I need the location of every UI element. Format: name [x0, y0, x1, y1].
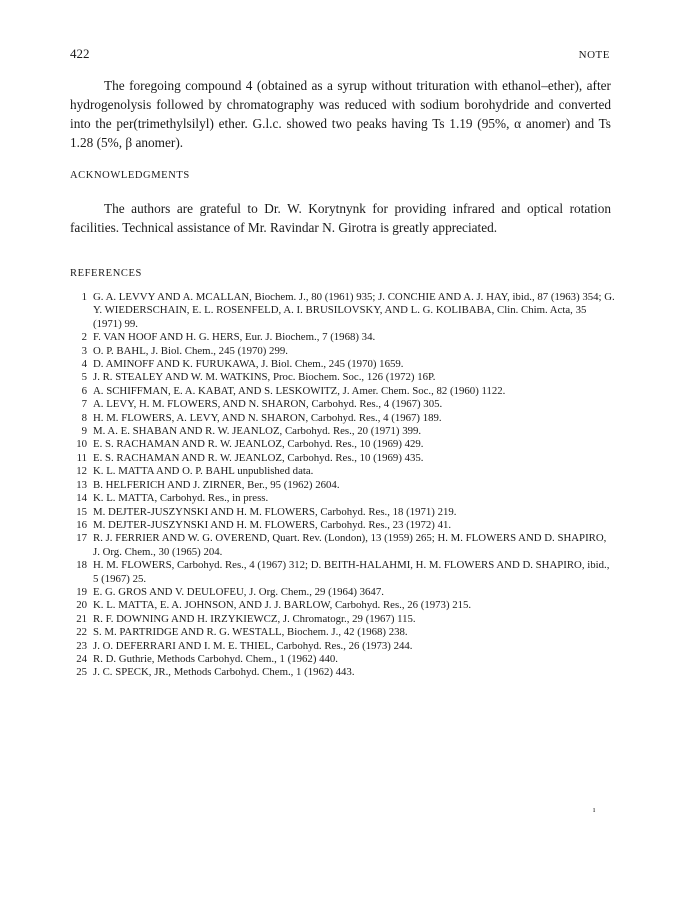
reference-number: 6: [81, 384, 87, 397]
reference-text: R. J. FERRIER AND W. G. OVEREND, Quart. Rev. (London), 13 (1959) 265; H. M. FLOWERS AND D. SHAPIRO, J. Org. Chem., 30 (1965) 204.: [93, 532, 607, 558]
reference-item: [70, 412, 615, 425]
reference-number: 16: [76, 518, 87, 531]
reference-item: [70, 599, 615, 612]
reference-item: [70, 532, 615, 559]
reference-number: 22: [76, 626, 87, 639]
reference-number: 20: [76, 599, 87, 612]
reference-text: J. R. STEALEY AND W. M. WATKINS, Proc. Biochem. Soc., 126 (1972) 16P.: [93, 371, 436, 384]
reference-item: [70, 345, 615, 358]
reference-number: 4: [81, 358, 87, 371]
reference-text: H. M. FLOWERS, A. LEVY, AND N. SHARON, Carbohyd. Res., 4 (1967) 189.: [93, 411, 442, 424]
reference-item: [70, 559, 615, 586]
page-header: [70, 46, 610, 62]
reference-number: 25: [76, 666, 87, 679]
reference-text: G. A. LEVVY AND A. MCALLAN, Biochem. J., 80 (1961) 935; J. CONCHIE AND A. J. HAY, ibid., 87 (1963) 354; G. Y. WIEDERSCHAIN, E. L. ROSENFELD, A. I. BRUSILOVSKY, AND L. G. KOLIBABA, Clin. Chim. Acta, 35 (1971) 99.: [93, 291, 615, 330]
reference-item: [70, 613, 615, 626]
reference-item: [70, 506, 615, 519]
reference-item: [70, 371, 615, 384]
reference-item: [70, 640, 615, 653]
reference-number: 2: [81, 331, 87, 344]
reference-item: [70, 291, 615, 331]
reference-number: 21: [76, 612, 87, 625]
reference-text: A. SCHIFFMAN, E. A. KABAT, AND S. LESKOWITZ, J. Amer. Chem. Soc., 82 (1960) 1122.: [93, 384, 506, 397]
reference-text: A. LEVY, H. M. FLOWERS, AND N. SHARON, Carbohyd. Res., 4 (1967) 305.: [93, 398, 443, 411]
reference-number: 5: [81, 371, 87, 384]
reference-text: D. AMINOFF AND K. FURUKAWA, J. Biol. Chem., 245 (1970) 1659.: [93, 358, 404, 371]
acknowledgments-heading: ACKNOWLEDGMENTS: [70, 170, 190, 181]
reference-text: K. L. MATTA, Carbohyd. Res., in press.: [93, 492, 269, 505]
reference-item: [70, 479, 615, 492]
reference-number: 12: [76, 465, 87, 478]
reference-text: B. HELFERICH AND J. ZIRNER, Ber., 95 (1962) 2604.: [93, 478, 340, 491]
reference-number: 18: [76, 559, 87, 572]
reference-item: [70, 425, 615, 438]
reference-number: 9: [81, 425, 87, 438]
reference-number: 19: [76, 585, 87, 598]
reference-text: M. DEJTER-JUSZYNSKI AND H. M. FLOWERS, Carbohyd. Res., 18 (1971) 219.: [93, 505, 457, 518]
reference-text: F. VAN HOOF AND H. G. HERS, Eur. J. Biochem., 7 (1968) 34.: [93, 331, 376, 344]
page-number: 422: [70, 46, 90, 61]
reference-item: [70, 465, 615, 478]
reference-text: K. L. MATTA, E. A. JOHNSON, AND J. J. BARLOW, Carbohyd. Res., 26 (1973) 215.: [93, 599, 472, 612]
section-label: NOTE: [578, 49, 610, 61]
reference-text: K. L. MATTA AND O. P. BAHL unpublished data.: [93, 465, 314, 478]
reference-item: [70, 653, 615, 666]
reference-text: M. A. E. SHABAN AND R. W. JEANLOZ, Carbohyd. Res., 20 (1971) 399.: [93, 425, 422, 438]
reference-number: 24: [76, 652, 87, 665]
reference-item: [70, 492, 615, 505]
reference-number: 11: [76, 451, 87, 464]
reference-text: J. C. SPECK, JR., Methods Carbohyd. Chem., 1 (1962) 443.: [93, 666, 355, 679]
reference-number: 3: [81, 344, 87, 357]
reference-number: 23: [76, 639, 87, 652]
reference-item: [70, 438, 615, 451]
reference-number: 8: [81, 411, 87, 424]
reference-text: H. M. FLOWERS, Carbohyd. Res., 4 (1967) 312; D. BEITH-HALAHMI, H. M. FLOWERS AND D. SHAPIRO, ibid., 5 (1967) 25.: [93, 559, 610, 585]
reference-item: [70, 331, 615, 344]
reference-text: E. G. GROS AND V. DEULOFEU, J. Org. Chem., 29 (1964) 3647.: [93, 585, 384, 598]
acknowledgments-paragraph: The authors are grateful to Dr. W. Korytnynk for providing infrared and optical rotation facilities. Technical assistance of Mr. Ravindar N. Girotra is greatly appreciated.: [70, 201, 611, 235]
footer-mark: ı: [593, 805, 596, 814]
reference-text: R. F. DOWNING AND H. IRZYKIEWCZ, J. Chromatogr., 29 (1967) 115.: [93, 612, 416, 625]
reference-number: 7: [81, 398, 87, 411]
reference-text: M. DEJTER-JUSZYNSKI AND H. M. FLOWERS, Carbohyd. Res., 23 (1972) 41.: [93, 518, 452, 531]
reference-list: [70, 291, 615, 680]
reference-text: J. O. DEFERRARI AND I. M. E. THIEL, Carbohyd. Res., 26 (1973) 244.: [93, 639, 413, 652]
reference-item: [70, 626, 615, 639]
reference-text: O. P. BAHL, J. Biol. Chem., 245 (1970) 299.: [93, 344, 288, 357]
reference-text: R. D. Guthrie, Methods Carbohyd. Chem., 1 (1962) 440.: [93, 652, 339, 665]
reference-item: [70, 666, 615, 679]
reference-number: 1: [81, 291, 87, 303]
reference-number: 14: [76, 492, 87, 505]
reference-number: 17: [76, 532, 87, 545]
reference-text: E. S. RACHAMAN AND R. W. JEANLOZ, Carbohyd. Res., 10 (1969) 435.: [93, 451, 424, 464]
reference-item: [70, 586, 615, 599]
reference-number: 13: [76, 478, 87, 491]
reference-item: [70, 358, 615, 371]
reference-number: 15: [76, 505, 87, 518]
reference-text: S. M. PARTRIDGE AND R. G. WESTALL, Biochem. J., 42 (1968) 238.: [93, 626, 408, 639]
reference-item: [70, 519, 615, 532]
reference-item: [70, 398, 615, 411]
reference-item: [70, 385, 615, 398]
references-heading: REFERENCES: [70, 268, 142, 279]
reference-item: [70, 452, 615, 465]
reference-number: 10: [76, 438, 87, 451]
reference-text: E. S. RACHAMAN AND R. W. JEANLOZ, Carbohyd. Res., 10 (1969) 429.: [93, 438, 424, 451]
body-paragraph-1: The foregoing compound 4 (obtained as a syrup without trituration with ethanol–ether), after hydrogenolysis followed by chromatography was reduced with sodium borohydride and converted into the per(trimethylsilyl) ether. G.l.c. showed two peaks having Ts 1.19 (95%, α anomer) and Ts 1.28 (5%, β anomer).: [70, 78, 611, 150]
